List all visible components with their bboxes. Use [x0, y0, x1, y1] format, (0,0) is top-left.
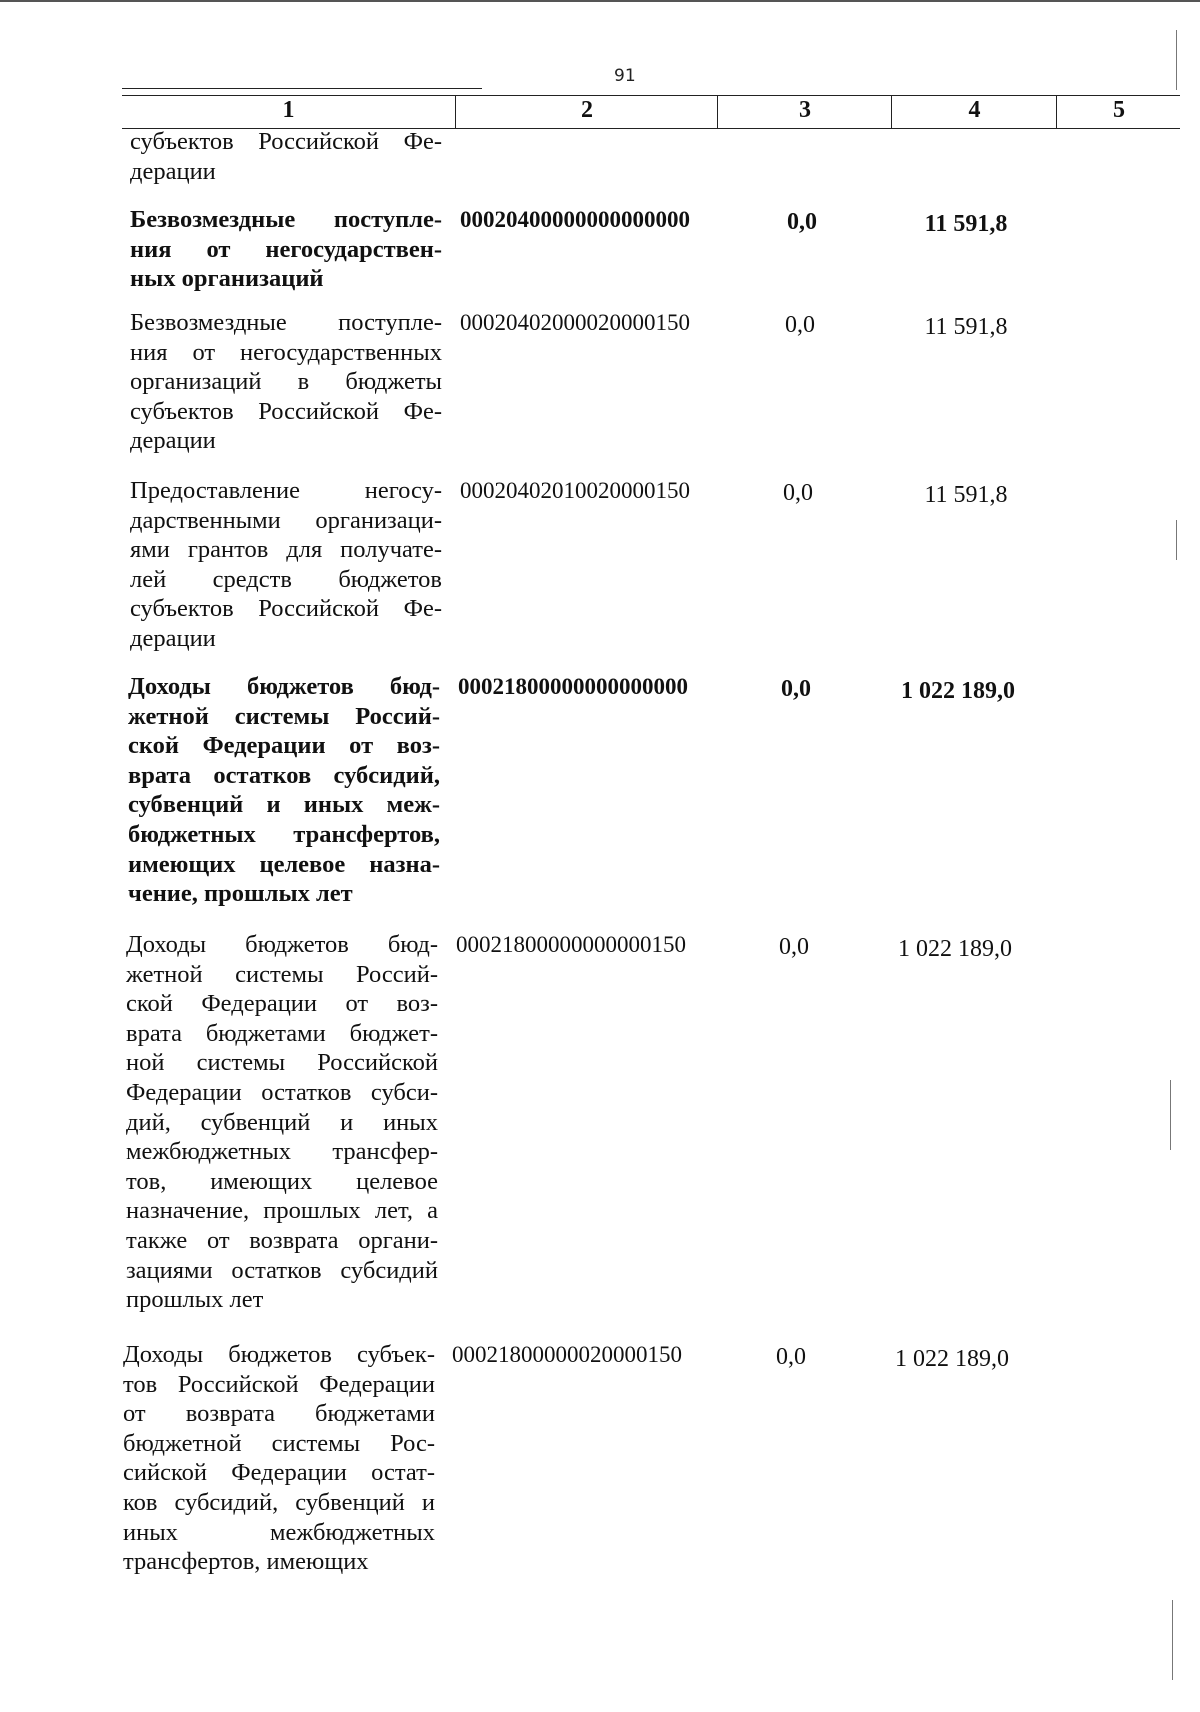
- description-line: сийской Федерации остат-: [123, 1459, 435, 1487]
- row-description: [130, 476, 442, 654]
- column-4-value: 11 591,8: [924, 314, 1008, 340]
- column-3-value: 0,0: [776, 1344, 806, 1370]
- budget-code: 00020402010020000150: [460, 478, 690, 503]
- description-line: жетной системы Россий-: [128, 702, 440, 730]
- description-line: имеющих целевое назна-: [128, 850, 440, 878]
- description-line: также от возврата органи-: [126, 1226, 438, 1254]
- column-4-value: 1 022 189,0: [895, 1346, 1009, 1372]
- description-line: тов, имеющих целевое: [126, 1167, 438, 1195]
- description-line: врата остатков субсидий,: [128, 761, 440, 789]
- description-line: ской Федерации от воз-: [126, 990, 438, 1018]
- description-line: организаций в бюджеты: [130, 368, 442, 396]
- budget-code: 00021800000020000150: [452, 1342, 682, 1367]
- description-line: ков субсидий, субвенций и: [123, 1488, 435, 1516]
- description-line: дий, субвенций и иных: [126, 1108, 438, 1136]
- description-line: дерации: [130, 157, 216, 185]
- row-description: [123, 1340, 435, 1577]
- scan-edge-mark: [1176, 30, 1177, 90]
- description-line: субвенций и иных меж-: [128, 791, 440, 819]
- header-col-5: 5: [1056, 96, 1181, 128]
- row-description: [130, 127, 442, 186]
- budget-code: 00020402000020000150: [460, 310, 690, 335]
- description-line: чение, прошлых лет: [128, 880, 353, 908]
- column-3-value: 0,0: [781, 676, 811, 702]
- row-description: [128, 672, 440, 909]
- budget-code: 00021800000000000000: [458, 674, 688, 699]
- page-number: 91: [614, 66, 636, 86]
- description-line: ния от негосударственных: [130, 338, 442, 366]
- description-line: назначение, прошлых лет, а: [126, 1197, 438, 1225]
- column-4-value: 1 022 189,0: [901, 678, 1015, 704]
- description-line: дерации: [130, 427, 216, 455]
- row-description: [130, 205, 442, 294]
- scan-edge-mark: [1172, 1600, 1173, 1680]
- column-3-value: 0,0: [785, 312, 815, 338]
- description-line: Федерации остатков субси-: [126, 1078, 438, 1106]
- header-rule: [122, 88, 482, 89]
- description-line: субъектов Российской Фе-: [130, 397, 442, 425]
- description-line: Предоставление негосу-: [130, 477, 442, 504]
- description-line: иных межбюджетных: [123, 1518, 435, 1546]
- description-line: тов Российской Федерации: [123, 1370, 435, 1398]
- row-description: [126, 930, 438, 1315]
- budget-code: 00021800000000000150: [456, 932, 686, 957]
- description-line: зациями остатков субсидий: [126, 1256, 438, 1284]
- column-3-value: 0,0: [779, 934, 809, 960]
- description-line: прошлых лет: [126, 1286, 264, 1314]
- description-line: дарственными организаци-: [130, 506, 442, 534]
- description-line: бюджетных трансфертов,: [128, 820, 440, 848]
- description-line: Доходы бюджетов бюд-: [128, 673, 440, 700]
- description-line: межбюджетных трансфер-: [126, 1138, 438, 1166]
- scan-edge-mark: [1170, 1080, 1171, 1150]
- column-3-value: 0,0: [787, 209, 817, 235]
- description-line: ями грантов для получате-: [130, 536, 442, 564]
- header-col-4: 4: [891, 96, 1057, 128]
- header-col-1: 1: [282, 97, 295, 123]
- page-top-edge: [0, 0, 1200, 2]
- budget-code: 00020400000000000000: [460, 207, 690, 232]
- description-line: ной системы Российской: [126, 1049, 438, 1077]
- table-header: [122, 95, 1180, 129]
- description-line: субъектов Российской Фе-: [130, 595, 442, 623]
- header-col-3: 3: [717, 96, 892, 128]
- description-line: субъектов Российской Фе-: [130, 128, 442, 155]
- description-line: ской Федерации от воз-: [128, 732, 440, 760]
- description-line: дерации: [130, 624, 216, 652]
- description-line: врата бюджетами бюджет-: [126, 1019, 438, 1047]
- header-col-2: 2: [455, 96, 718, 128]
- description-line: ных организаций: [130, 265, 324, 293]
- description-line: Доходы бюджетов бюд-: [126, 931, 438, 958]
- scan-edge-mark: [1176, 520, 1177, 560]
- column-3-value: 0,0: [783, 480, 813, 506]
- description-line: ния от негосударствен-: [130, 235, 442, 263]
- description-line: от возврата бюджетами: [123, 1400, 435, 1428]
- description-line: Доходы бюджетов субъек-: [123, 1341, 435, 1368]
- description-line: Безвозмездные поступле-: [130, 206, 442, 233]
- description-line: лей средств бюджетов: [130, 565, 442, 593]
- description-line: бюджетной системы Рос-: [123, 1429, 435, 1457]
- column-4-value: 11 591,8: [924, 211, 1008, 237]
- description-line: жетной системы Россий-: [126, 960, 438, 988]
- column-4-value: 11 591,8: [924, 482, 1008, 508]
- row-description: [130, 308, 442, 456]
- description-line: трансфертов, имеющих: [123, 1548, 369, 1576]
- description-line: Безвозмездные поступле-: [130, 309, 442, 336]
- column-4-value: 1 022 189,0: [898, 936, 1012, 962]
